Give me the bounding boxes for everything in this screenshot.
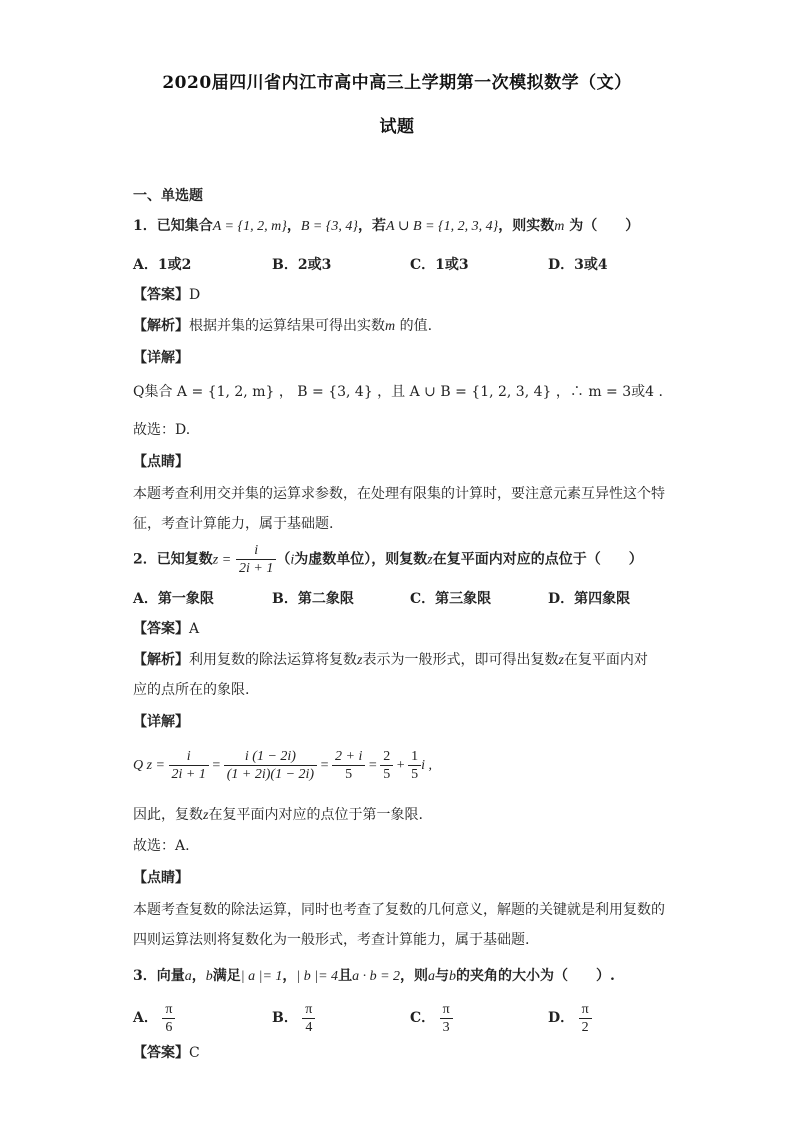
question-1-option-c: C．1或3 xyxy=(410,257,469,273)
question-2-stem: 2．已知复数z = $\frac{i}{2i + 1}$ （i为虚数单位），则复数z在复平面内对应的点位于（ ） xyxy=(133,543,643,576)
question-1-option-a: A．1或2 xyxy=(133,257,192,273)
question-1-stem: 1．已知集合A = {1, 2, m}，B = {3, 4}，若A ∪ B = {1, 2, 3, 4}，则实数m 为（ ） xyxy=(133,218,640,234)
question-2-comment-tag: 【点睛】 xyxy=(133,870,189,886)
section-heading: 一、单选题 xyxy=(133,188,203,204)
question-2-equation: Q z = $\frac{i}{2i + 1}$ = $\frac{i (1 - 2i)}{(1 + 2i)(1 - 2i)}$ = $\frac{2 + i}{5}$ = $\frac{2}{5}$ + $\frac{1}{5}$ i , xyxy=(133,749,433,783)
question-2-comment-line2: 四则运算法则将复数化为一般形式，考查计算能力，属于基础题. xyxy=(133,932,530,948)
question-2-analysis-line1: 【解析】利用复数的除法运算将复数z表示为一般形式，即可得出复数z在复平面内对 xyxy=(133,652,648,668)
question-2-conclusion: 因此，复数z在复平面内对应的点位于第一象限. xyxy=(133,807,423,823)
question-2-option-b: B．第二象限 xyxy=(272,591,354,607)
question-1-answer: 【答案】D xyxy=(133,287,201,303)
question-1-comment-line2: 征，考查计算能力，属于基础题. xyxy=(133,516,334,532)
question-3-option-a: A． $\frac{\pi}{6}$ xyxy=(133,1000,175,1036)
question-2-choice: 故选：A. xyxy=(133,838,190,854)
question-2-option-d: D．第四象限 xyxy=(548,591,631,607)
document-title: 2020届四川省内江市高中高三上学期第一次模拟数学（文） xyxy=(162,73,632,93)
question-2-comment-line1: 本题考查复数的除法运算，同时也考查了复数的几何意义，解题的关键就是利用复数的 xyxy=(133,902,665,918)
question-1-detail: Q集合 A = {1, 2, m} ， B = {3, 4} ，且 A ∪ B = {1, 2, 3, 4} ，∴ m = 3或4 . xyxy=(133,384,663,400)
question-1-analysis: 【解析】根据并集的运算结果可得出实数m 的值. xyxy=(133,318,433,334)
question-3-option-c: C． $\frac{\pi}{3}$ xyxy=(410,1000,453,1036)
question-3-option-d: D． $\frac{\pi}{2}$ xyxy=(548,1000,592,1036)
question-2-option-c: C．第三象限 xyxy=(410,591,492,607)
question-2-analysis-line2: 应的点所在的象限. xyxy=(133,682,250,698)
question-1-option-d: D．3或4 xyxy=(548,257,608,273)
question-1-detail-tag: 【详解】 xyxy=(133,350,189,366)
question-2-option-a: A．第一象限 xyxy=(133,591,214,607)
question-2-fraction: $\frac{i}{2i + 1}$ xyxy=(236,542,276,577)
question-2-detail-tag: 【详解】 xyxy=(133,714,189,730)
document-title-line2: 试题 xyxy=(379,117,415,137)
question-1-comment-line1: 本题考查利用交并集的运算求参数，在处理有限集的计算时，要注意元素互异性这个特 xyxy=(133,486,665,502)
question-1-option-b: B．2或3 xyxy=(272,257,332,273)
question-1-comment-tag: 【点睛】 xyxy=(133,454,189,470)
question-1-choice: 故选：D. xyxy=(133,422,191,438)
question-3-option-b: B． $\frac{\pi}{4}$ xyxy=(272,1000,315,1036)
question-3-stem: 3．向量a，b满足| a |= 1，| b |= 4且a · b = 2，则a与b的夹角的大小为（ ）. xyxy=(133,968,615,984)
question-2-answer: 【答案】A xyxy=(133,621,200,637)
question-3-answer: 【答案】C xyxy=(133,1045,200,1061)
